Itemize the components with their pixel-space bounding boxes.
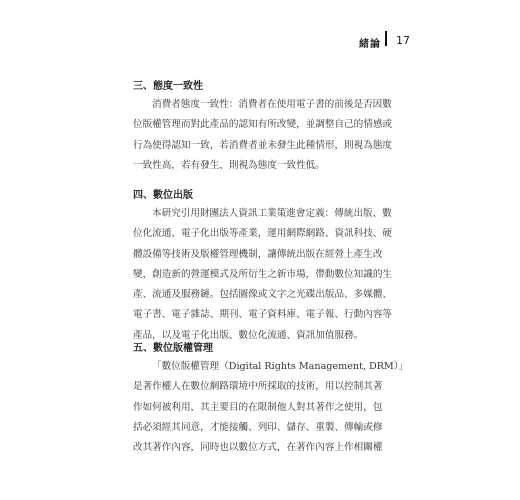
paragraph-line: 是著作權人在數位網路環境中所採取的技術，用以控制其著 [133,381,383,393]
section-paragraph-digital-publishing [133,204,393,346]
paragraph-line: 產、流通及服務鏈。包括圖像或文字之光碟出版品、多媒體、 [133,289,393,301]
header-divider [385,31,387,46]
paragraph-line: 行為使得認知一致，若消費者並未發生此種情形，則視為態度 [133,139,393,151]
paragraph-line: 消費者態度一致性：消費者在使用電子書的前後是否因數 [152,99,392,110]
paragraph-line: 電子書、電子雜誌、期刊、電子資料庫、電子報、行動內容等 [133,309,393,321]
paragraph-line: 產品，以及電子化出版、數位化流通、資訊加值服務。 [133,329,364,341]
page-number: 17 [396,34,410,47]
paragraph-line: 括必須經其同意，才能接觸、列印、儲存、重製、傳輸或修 [133,421,383,433]
paragraph-line: 改其著作內容，同時也以數位方式，在著作內容上作相關權 [133,442,383,454]
section-heading-drm: 五、數位版權管理 [133,343,213,354]
section-paragraph-attitude-consistency [133,95,393,176]
paragraph-line: 「數位版權管理（Digital Rights Management, DRM）」 [152,361,409,372]
section-heading-attitude-consistency: 三、態度一致性 [133,81,203,92]
paragraph-line: 作如何被利用，其主要目的在限制他人對其著作之使用，包 [133,401,383,413]
section-heading-digital-publishing: 四、數位出版 [133,190,193,201]
paragraph-line: 變，創造新的營運模式及所衍生之新市場，帶動數位知識的生 [133,268,393,280]
paragraph-line: 位版權管理而對此產品的認知有所改變，並調整自己的情感或 [133,119,393,131]
paragraph-line: 位化流通、電子化出版等產業，運用網際網路、資訊科技、硬 [133,228,393,240]
paragraph-line: 本研究引用財團法人資訊工業策進會定義：傳統出版、數 [152,208,392,219]
chapter-title: 緒論 [359,39,381,50]
paragraph-line: 一致性高，若有發生，則視為態度一致性低。 [133,159,325,171]
section-paragraph-drm [133,357,409,458]
paragraph-line: 體設備等技術及版權管理機制，讓傳統出版在經營上產生改 [133,248,383,260]
